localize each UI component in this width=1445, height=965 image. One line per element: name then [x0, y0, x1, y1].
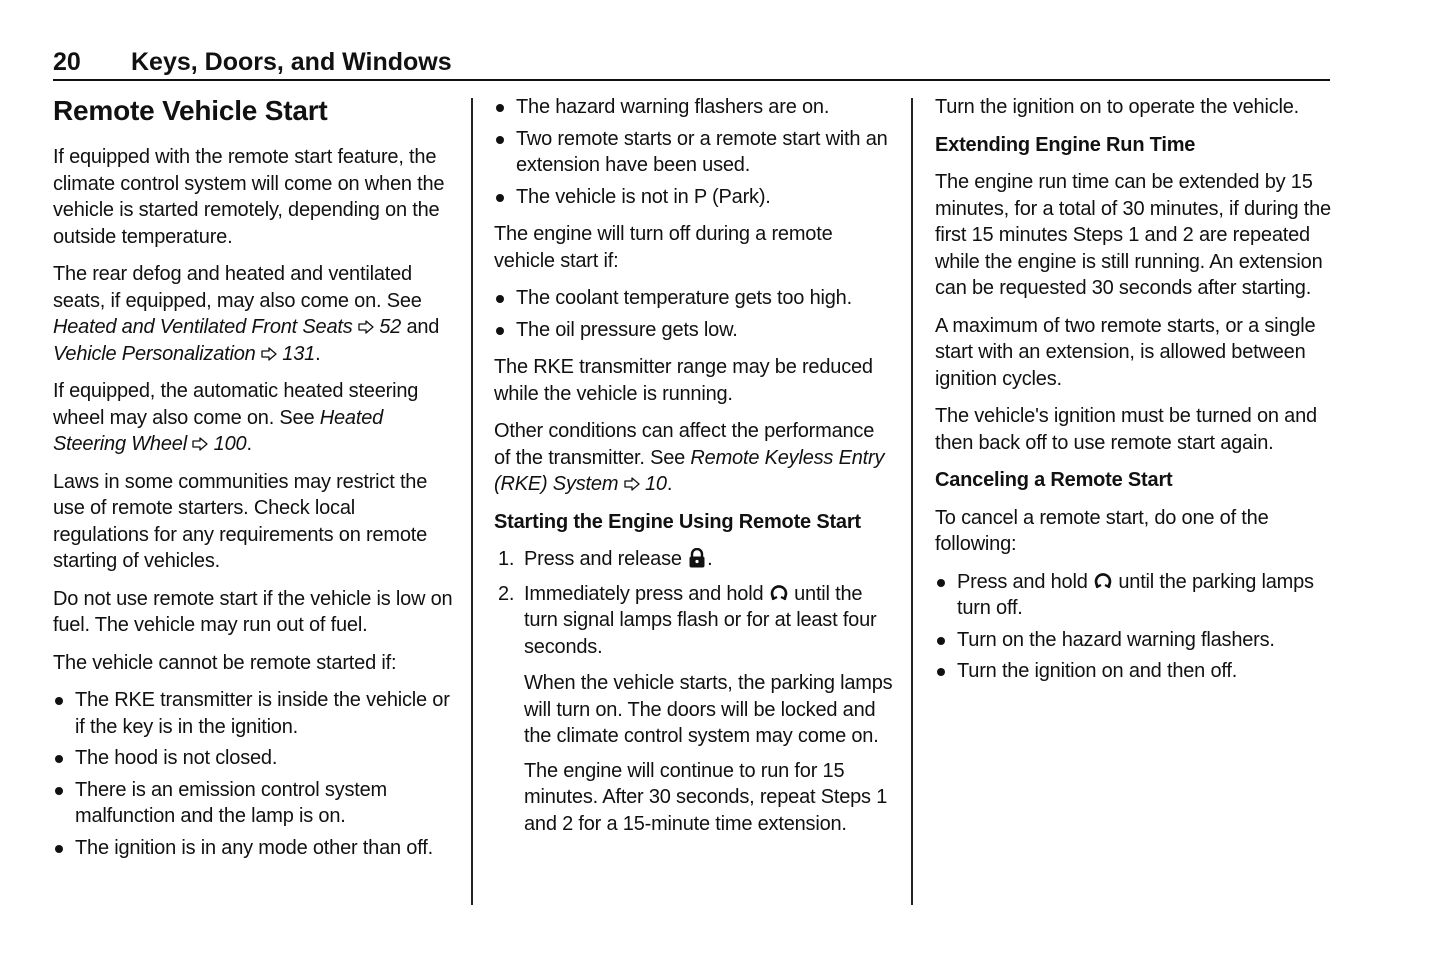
list-item: Press and hold until the parking lamps turn off.: [935, 569, 1335, 622]
step-number: 1.: [498, 548, 515, 570]
subheading: Starting the Engine Using Remote Start: [494, 510, 861, 533]
column-divider-left: [471, 98, 473, 905]
subheading: Extending Engine Run Time: [935, 133, 1196, 156]
list-item: Two remote starts or a remote start with an extension have been used.: [494, 126, 894, 179]
page-reference[interactable]: 52: [379, 316, 402, 338]
paragraph: Laws in some communities may restrict the use of remote starters. Check local regulations for any requirements on remote starting of vehicles.: [53, 470, 428, 572]
cross-reference-link[interactable]: Vehicle Personalization: [53, 342, 256, 365]
remote-start-icon: [1093, 571, 1113, 591]
paragraph: If equipped, the automatic heated steering wheel may also come on. See Heated Steering Wheel 100.: [53, 380, 419, 455]
paragraph: The engine run time can be extended by 15 minutes, for a total of 30 minutes, if during the first 15 minutes Steps 1 and 2 are repeated while the engine is still running. An extension can be requested 30 seconds after starting.: [935, 171, 1331, 299]
page-number: 20: [53, 48, 81, 76]
page-reference-arrow-icon: [358, 320, 374, 334]
step-item: 1. Press and release .: [494, 546, 894, 573]
running-header: [53, 47, 1330, 81]
list-item: The oil pressure gets low.: [494, 317, 894, 344]
bullet-list: [494, 285, 894, 343]
step-number: 2.: [498, 582, 515, 605]
list-item: The coolant temperature gets too high.: [494, 285, 894, 312]
paragraph: Do not use remote start if the vehicle is low on fuel. The vehicle may run out of fuel.: [53, 587, 453, 636]
list-item: Turn the ignition on and then off.: [935, 658, 1335, 685]
cross-reference-link[interactable]: Heated Steering Wheel: [53, 406, 384, 455]
paragraph: The engine will turn off during a remote vehicle start if:: [494, 223, 833, 272]
subheading: Canceling a Remote Start: [935, 469, 1173, 491]
paragraph: The RKE transmitter range may be reduced while the vehicle is running.: [494, 356, 873, 405]
steps-list: [494, 546, 894, 660]
paragraph: To cancel a remote start, do one of the following:: [935, 506, 1269, 555]
bullet-list: [494, 94, 894, 210]
page-reference[interactable]: 100: [213, 433, 247, 455]
list-item: The ignition is in any mode other than off.: [53, 835, 453, 862]
list-item: The hazard warning flashers are on.: [494, 94, 894, 121]
page-reference-arrow-icon: [192, 437, 208, 451]
page-reference[interactable]: 10: [645, 473, 667, 495]
lock-icon: [687, 548, 707, 568]
cross-reference-link[interactable]: Heated and Ventilated Front Seats: [53, 316, 353, 338]
step-note: When the vehicle starts, the parking lamps will turn on. The doors will be locked and the climate control system may come on.: [524, 672, 893, 747]
remote-start-icon: [769, 583, 789, 603]
bullet-list: [935, 569, 1335, 685]
list-item: Turn on the hazard warning flashers.: [935, 627, 1335, 654]
chapter-title: Keys, Doors, and Windows: [131, 48, 452, 76]
column-divider-right: [911, 98, 913, 905]
bullet-list: [53, 687, 453, 861]
paragraph: Other conditions can affect the performance of the transmitter. See Remote Keyless Entry (RKE) System 10.: [494, 420, 885, 495]
paragraph: The vehicle cannot be remote started if:: [53, 651, 397, 674]
section-title: Remote Vehicle Start: [53, 95, 328, 126]
paragraph: If equipped with the remote start feature, the climate control system will come on when the vehicle is started remotely, depending on the outside temperature.: [53, 146, 445, 248]
cross-reference-link[interactable]: Remote Keyless Entry (RKE) System: [494, 446, 885, 495]
column-2: [494, 94, 894, 845]
paragraph: A maximum of two remote starts, or a single start with an extension, is allowed between ignition cycles.: [935, 314, 1316, 390]
list-item: The hood is not closed.: [53, 745, 453, 772]
step-note: The engine will continue to run for 15 minutes. After 30 seconds, repeat Steps 1 and 2 for a 15-minute time extension.: [524, 759, 888, 835]
list-item: The vehicle is not in P (Park).: [494, 184, 894, 211]
page-reference-arrow-icon: [624, 477, 640, 491]
list-item: There is an emission control system malfunction and the lamp is on.: [53, 777, 453, 830]
paragraph: Turn the ignition on to operate the vehicle.: [935, 96, 1300, 118]
paragraph: The rear defog and heated and ventilated seats, if equipped, may also come on. See Heated and Ventilated Front Seats 52 and Vehicle Personalization 131.: [53, 263, 440, 365]
paragraph: The vehicle's ignition must be turned on and then back off to use remote start again.: [935, 405, 1317, 454]
page-reference-arrow-icon: [261, 347, 277, 361]
page-reference[interactable]: 131: [282, 342, 316, 365]
list-item: The RKE transmitter is inside the vehicle or if the key is in the ignition.: [53, 687, 453, 740]
step-item: 2. Immediately press and hold until the turn signal lamps flash or for at least four seconds.: [498, 582, 877, 658]
column-3: [935, 94, 1335, 696]
column-1: [53, 94, 453, 872]
